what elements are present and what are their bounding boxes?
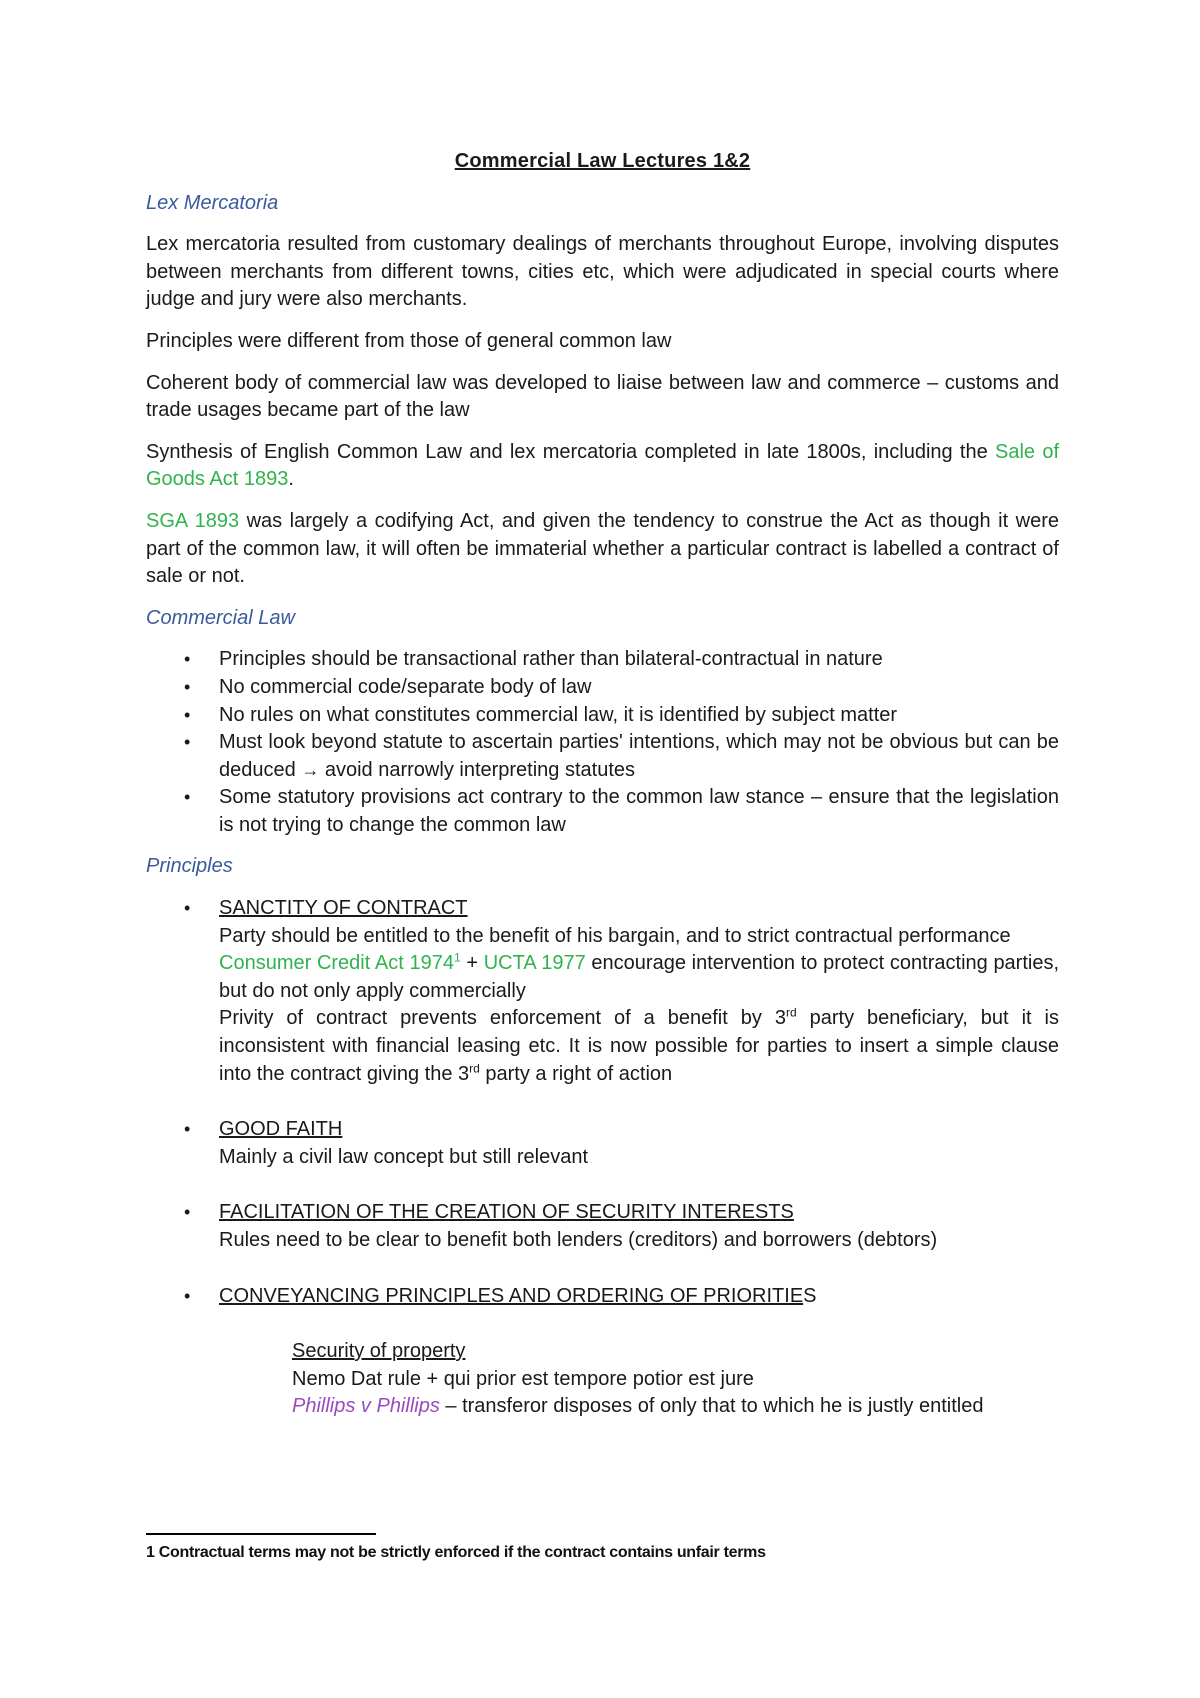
principle-title-text: CONVEYANCING PRINCIPLES AND ORDERING OF PRIORITIE <box>219 1284 804 1307</box>
bullet-icon: • <box>184 787 191 808</box>
paragraph <box>146 508 1059 591</box>
bullet-icon: • <box>184 898 191 919</box>
paragraph: Coherent body of commercial law was developed to liaise between law and commerce – customs and trade usages became part of the law <box>146 371 1059 422</box>
security-of-property-block <box>292 1338 1059 1421</box>
list-item-conveyancing <box>146 1283 1059 1311</box>
heading-principles: Principles <box>146 855 233 878</box>
principle-text: + <box>460 952 484 975</box>
principle-title: GOOD FAITH <box>219 1118 343 1141</box>
list-item-text: avoid narrowly interpreting statutes <box>319 758 636 781</box>
paragraph-text: was largely a codifying Act, and given the tendency to construe the Act as though it were part of the common law, it will often be immaterial whether a particular contract is labelled a contract of sale or not. <box>146 509 1059 588</box>
bullet-icon: • <box>184 1119 191 1140</box>
statute-reference: SGA 1893 <box>146 509 240 532</box>
subsection-title: Security of property <box>292 1340 466 1363</box>
list-item <box>146 646 1059 674</box>
principle-text: Party should be entitled to the benefit of his bargain, and to strict contractual performance <box>219 924 1011 947</box>
principle-text: Rules need to be clear to benefit both lenders (creditors) and borrowers (debtors) <box>219 1229 938 1251</box>
subsection-text: Nemo Dat rule + qui prior est tempore potior est jure <box>292 1367 754 1390</box>
footnote: 1 Contractual terms may not be strictly enforced if the contract contains unfair terms <box>146 1544 766 1561</box>
list-item <box>146 702 1059 730</box>
paragraph: Lex mercatoria resulted from customary dealings of merchants throughout Europe, involving disputes between merchants from different towns, cities etc, which were adjudicated in special courts where judge and jury were also merchants. <box>146 233 1059 311</box>
arrow-right-icon: → <box>301 759 320 780</box>
principle-title <box>219 1283 1059 1311</box>
bullet-icon: • <box>184 649 191 670</box>
subsection-text: – transferor disposes of only that to which he is justly entitled <box>439 1395 984 1418</box>
principle-text: party beneficiary, but it is inconsistent with financial leasing etc. It is now possible for parties to insert a simple clause into the contract giving the 3 <box>219 1007 1059 1085</box>
list-item <box>146 674 1059 702</box>
superscript: rd <box>469 1060 480 1075</box>
heading-commercial-law: Commercial Law <box>146 606 295 629</box>
bullet-icon: • <box>184 1202 191 1223</box>
list-item-text: Must look beyond statute to ascertain parties' intentions, which may not be obvious but can be deduced <box>219 731 1059 781</box>
paragraph: Principles were different from those of general common law <box>146 329 672 352</box>
commercial-law-list <box>146 646 1059 839</box>
principle-text: party a right of action <box>479 1062 673 1085</box>
principle-text: Mainly a civil law concept but still relevant <box>219 1145 589 1168</box>
page-title: Commercial Law Lectures 1&2 <box>454 150 751 172</box>
list-item-text: Some statutory provisions act contrary to the common law stance – ensure that the legislation is not trying to change the common law <box>219 786 1059 836</box>
footnote-separator <box>146 1533 376 1535</box>
list-item-security-interests <box>146 1199 1059 1254</box>
principle-text <box>219 950 1059 1005</box>
list-item-good-faith <box>146 1116 1059 1171</box>
case-reference: Phillips v Phillips <box>292 1395 440 1418</box>
statute-reference: UCTA 1977 <box>483 952 586 975</box>
paragraph-text: Synthesis of English Common Law and lex mercatoria completed in late 1800s, including the <box>146 440 988 463</box>
bullet-icon: • <box>184 732 191 753</box>
footnote-marker[interactable]: 1 <box>453 950 461 965</box>
superscript: rd <box>785 1005 797 1020</box>
list-item-sanctity <box>146 895 1059 1088</box>
principle-text: encourage intervention to protect contracting parties, but do not only apply commercially <box>219 952 1060 1002</box>
list-item-text: Principles should be transactional rather than bilateral-contractual in nature <box>219 648 883 671</box>
document-body <box>146 148 1059 1421</box>
bullet-icon: • <box>184 676 191 697</box>
principle-title: SANCTITY OF CONTRACT <box>219 897 468 920</box>
list-item <box>146 784 1059 839</box>
heading-lex-mercatoria: Lex Mercatoria <box>146 191 279 214</box>
principle-title: FACILITATION OF THE CREATION OF SECURITY INTERESTS <box>219 1201 794 1224</box>
principles-list <box>146 895 1059 1310</box>
paragraph <box>146 439 1059 494</box>
subsection-text <box>292 1393 1059 1421</box>
principle-title-text: S <box>803 1284 817 1307</box>
list-item-text: No rules on what constitutes commercial law, it is identified by subject matter <box>219 703 898 726</box>
bullet-icon: • <box>184 704 191 725</box>
statute-reference: Sale of Goods Act 1893 <box>146 440 1060 491</box>
principle-text <box>219 1005 1059 1088</box>
list-item <box>146 729 1059 784</box>
bullet-icon: • <box>184 1285 191 1306</box>
list-item-text: No commercial code/separate body of law <box>219 675 592 698</box>
principle-text: Privity of contract prevents enforcement of a benefit by 3 <box>219 1007 786 1030</box>
statute-reference: Consumer Credit Act 1974 <box>219 952 454 975</box>
paragraph-text: . <box>288 468 294 491</box>
